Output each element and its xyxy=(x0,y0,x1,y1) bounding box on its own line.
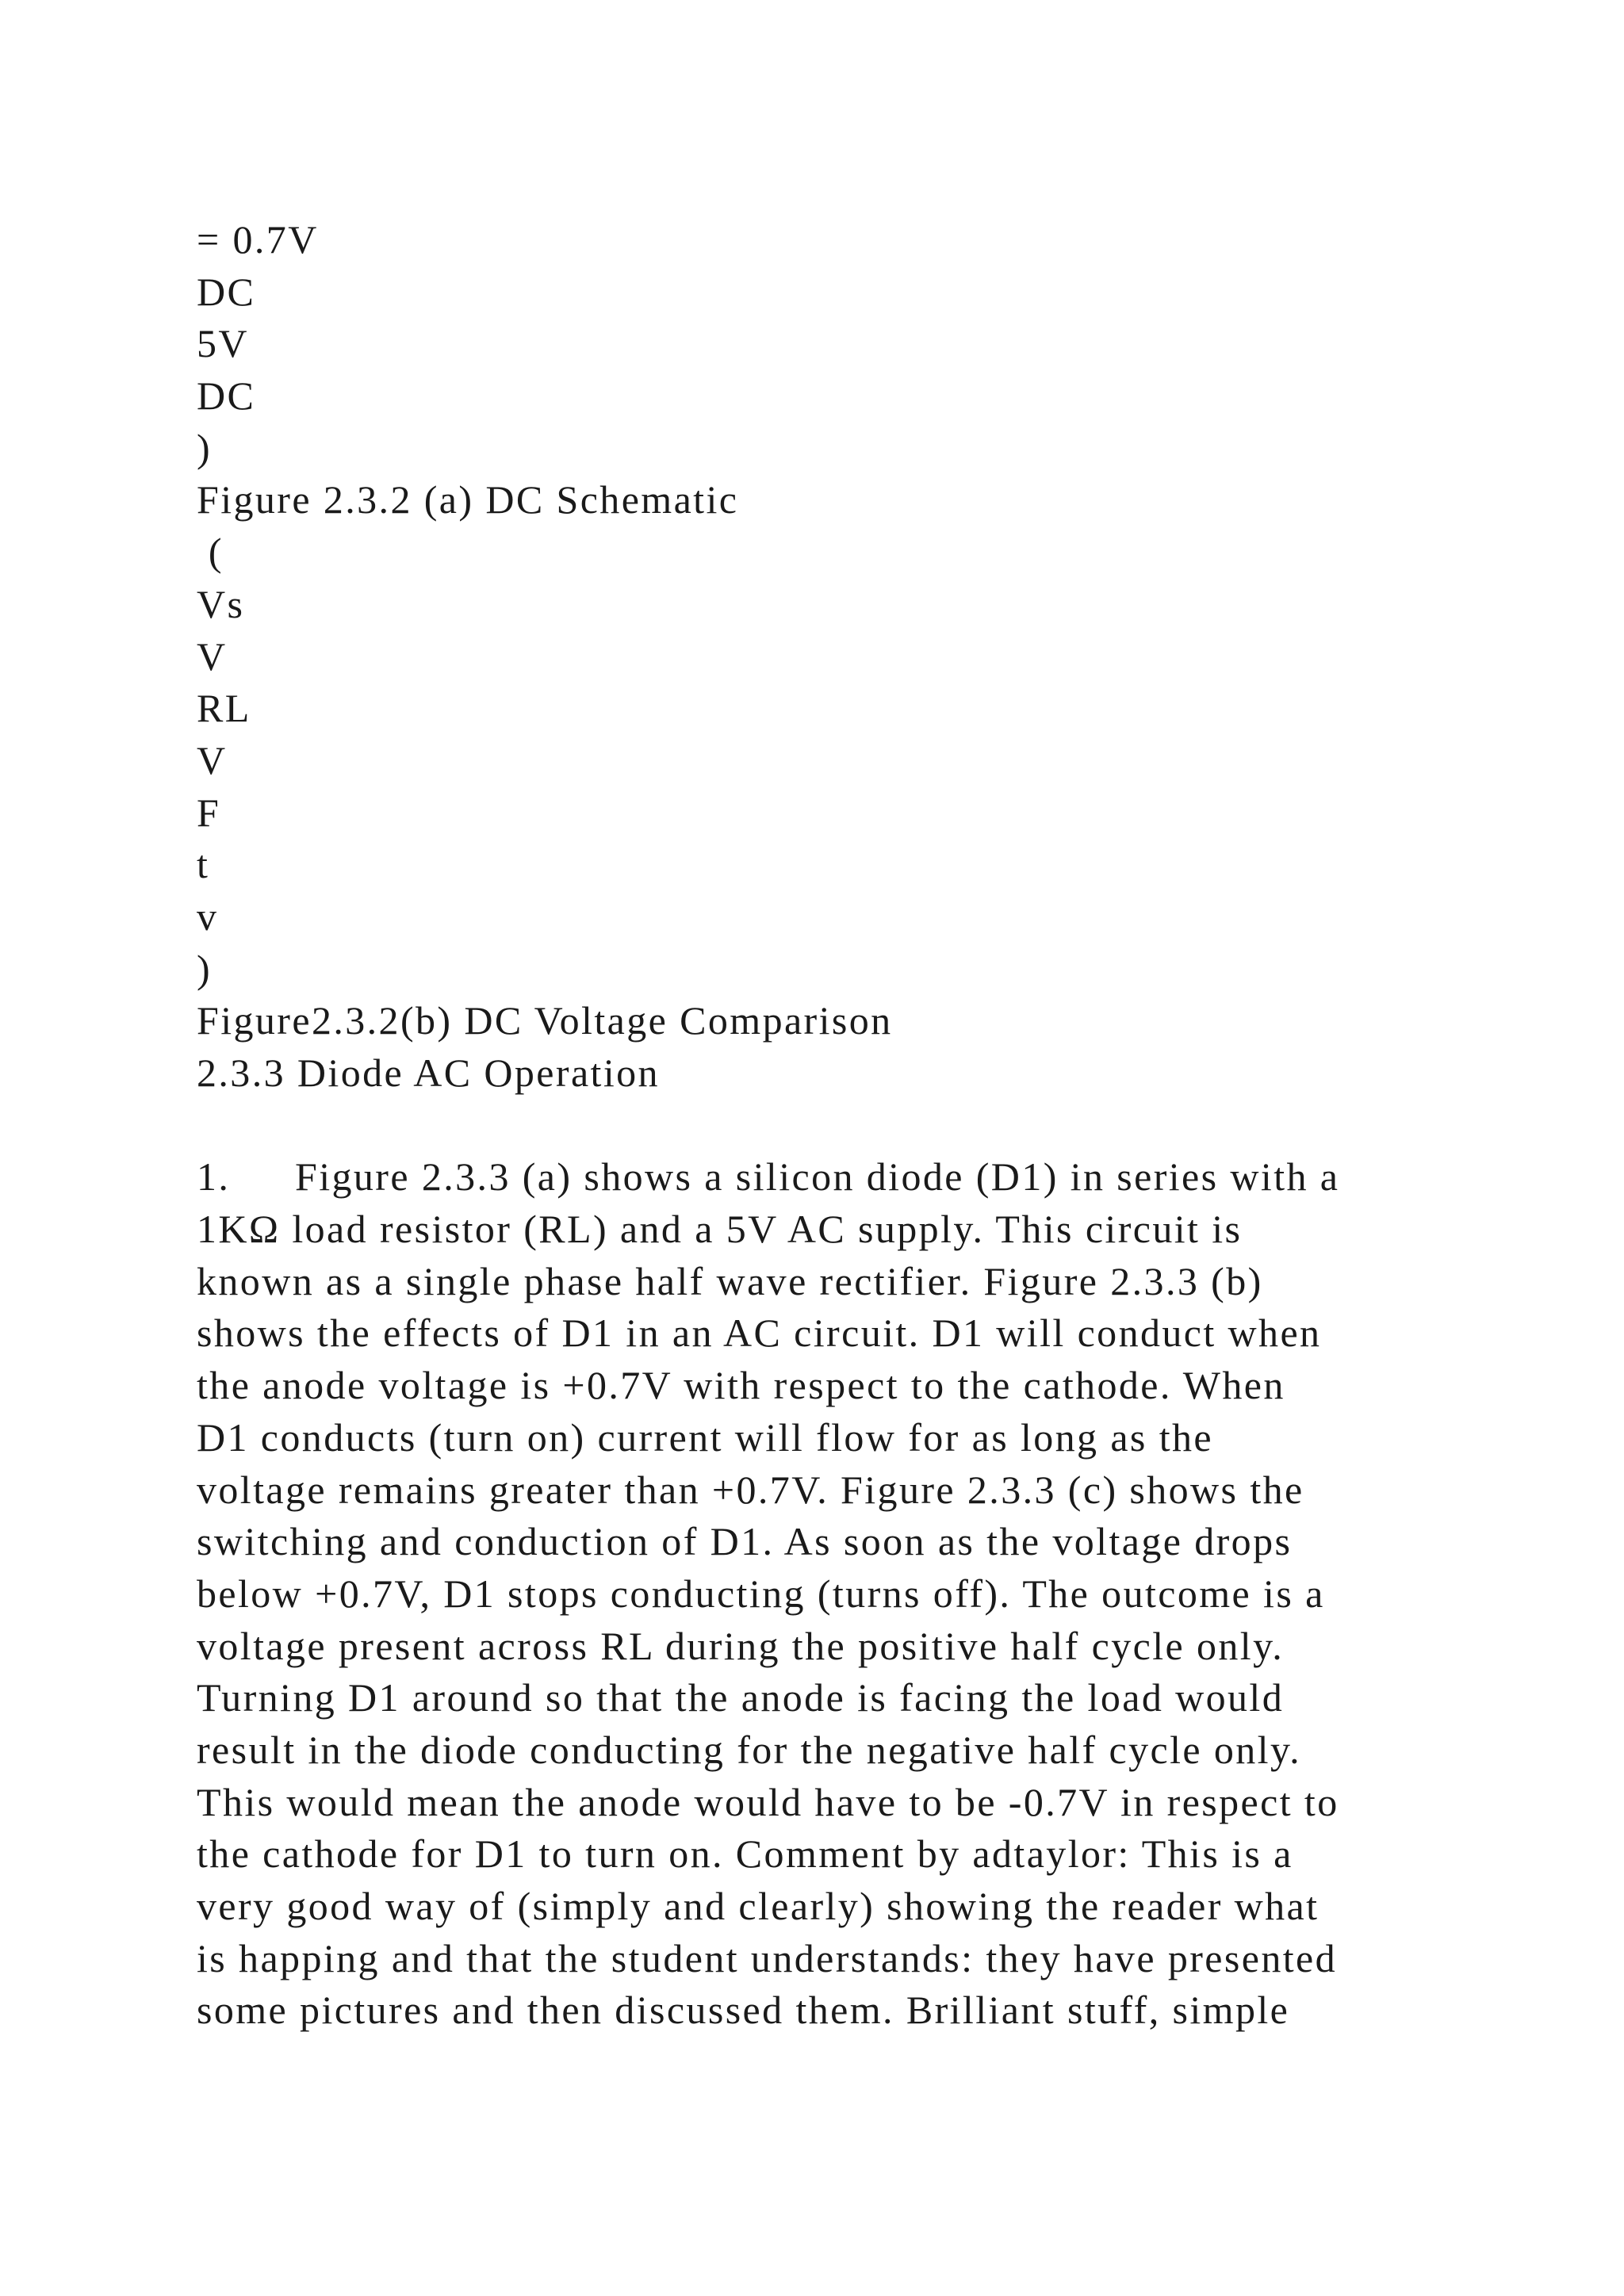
label-f: F xyxy=(197,790,221,835)
paragraph-line-0 xyxy=(197,1151,1497,1203)
paragraph-line-4: the anode voltage is +0.7V with respect to the cathode. When xyxy=(197,1363,1285,1408)
paragraph-line-1: 1KΩ load resistor (RL) and a 5V AC supply. This circuit is xyxy=(197,1207,1243,1252)
label-v-lower: v xyxy=(197,894,219,939)
label-close-paren-1: ) xyxy=(197,425,213,470)
paragraph-line-5: D1 conducts (turn on) current will flow for as long as the xyxy=(197,1414,1213,1460)
paragraph-line-3: shows the effects of D1 in an AC circuit. D1 will conduct when xyxy=(197,1311,1322,1356)
paragraph-line-15: is happing and that the student understands: they have presented xyxy=(197,1935,1337,1980)
figure-caption-dc-schematic: Figure 2.3.2 (a) DC Schematic xyxy=(197,477,739,522)
label-dc-1: DC xyxy=(197,269,256,314)
paragraph-number: 1. xyxy=(197,1154,231,1200)
body-paragraph xyxy=(197,1151,1497,2037)
figure-caption-dc-voltage-comparison: Figure2.3.2(b) DC Voltage Comparison xyxy=(197,998,893,1043)
label-open-paren: ( xyxy=(197,530,224,575)
paragraph-line-8: below +0.7V, D1 stops conducting (turns off). The outcome is a xyxy=(197,1571,1325,1616)
paragraph-line-7: switching and conduction of D1. As soon as the voltage drops xyxy=(197,1519,1293,1564)
label-0p7v-dc: = 0.7V xyxy=(197,217,319,262)
label-v-2: V xyxy=(197,737,228,783)
paragraph-line-0-text: Figure 2.3.3 (a) shows a silicon diode (D1) in series with a xyxy=(295,1154,1340,1200)
paragraph-line-13: the cathode for D1 to turn on. Comment by adtaylor: This is a xyxy=(197,1831,1293,1877)
paragraph-line-6: voltage remains greater than +0.7V. Figure 2.3.3 (c) shows the xyxy=(197,1467,1304,1512)
paragraph-line-10: Turning D1 around so that the anode is facing the load would xyxy=(197,1675,1285,1720)
paragraph-line-12: This would mean the anode would have to be -0.7V in respect to xyxy=(197,1779,1339,1824)
label-rl: RL xyxy=(197,686,251,731)
paragraph-line-2: known as a single phase half wave rectifier. Figure 2.3.3 (b) xyxy=(197,1258,1263,1303)
section-heading: 2.3.3 Diode AC Operation xyxy=(197,1050,660,1095)
label-v-1: V xyxy=(197,633,228,679)
blank-line xyxy=(197,1100,1497,1152)
label-5v: 5V xyxy=(197,321,249,366)
paragraph-line-9: voltage present across RL during the positive half cycle only. xyxy=(197,1623,1285,1668)
label-t: t xyxy=(197,842,210,887)
label-close-paren-2: ) xyxy=(197,946,213,991)
paragraph-line-11: result in the diode conducting for the negative half cycle only. xyxy=(197,1727,1302,1772)
paragraph-line-14: very good way of (simply and clearly) showing the reader what xyxy=(197,1884,1320,1928)
paragraph-line-16: some pictures and then discussed them. Brilliant stuff, simple xyxy=(197,1988,1290,2033)
label-dc-2: DC xyxy=(197,373,256,419)
document-page xyxy=(197,214,1497,2037)
label-vs: Vs xyxy=(197,581,245,626)
